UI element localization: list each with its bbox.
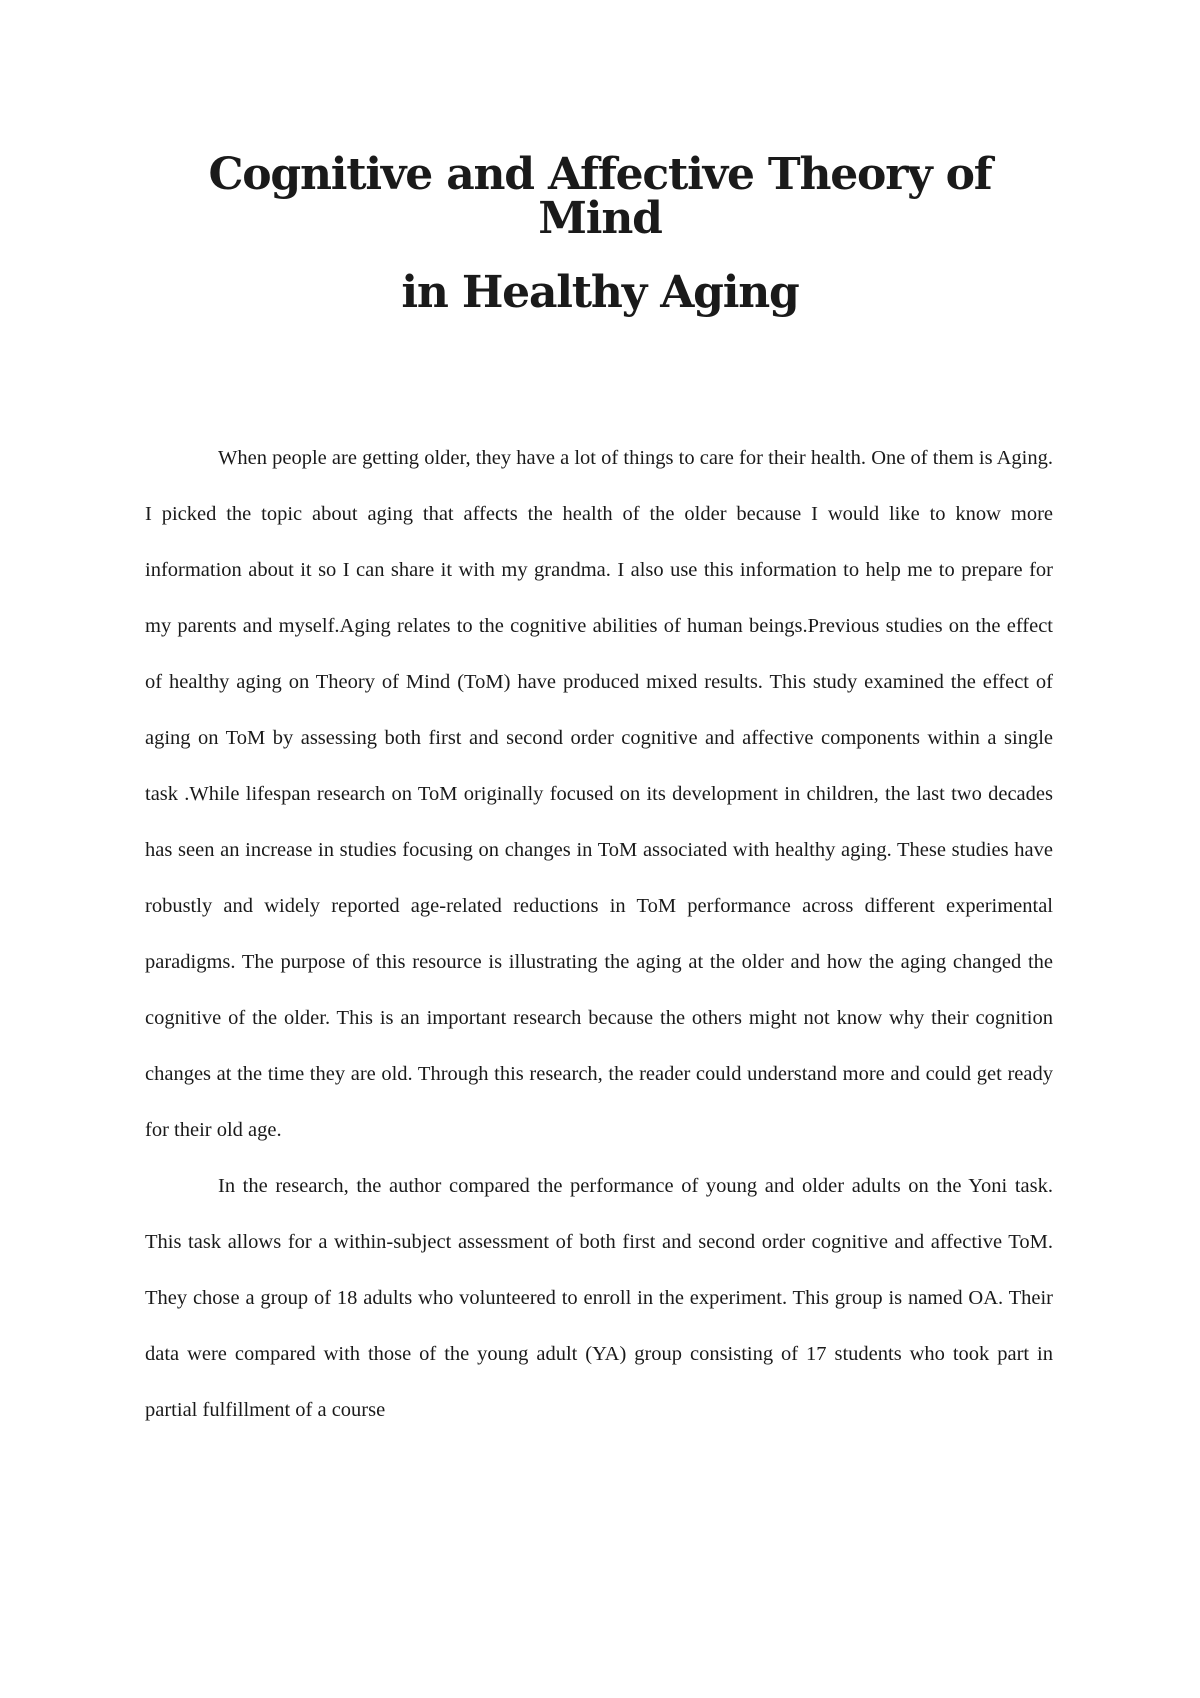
paragraph-1: When people are getting older, they have a lot of things to care for their health. One of them is Aging. I picked the topic about aging that affects the health of the older because I would like to know more information about it so I can share it with my grandma. I also use this information to help me to prepare for my parents and myself.Aging relates to the cognitive abilities of human beings.Previous studies on the effect of healthy aging on Theory of Mind (ToM) have produced mixed results. This study examined the effect of aging on ToM by assessing both first and second order cognitive and affective components within a single task .While lifespan research on ToM originally focused on its development in children, the last two decades has seen an increase in studies focusing on changes in ToM associated with healthy aging. These studies have robustly and widely reported age-related reductions in ToM performance across different experimental paradigms. The purpose of this resource is illustrating the aging at the older and how the aging changed the cognitive of the older. This is an important research because the others might not know why their cognition changes at the time they are old. Through this research, the reader could understand more and could get ready for their old age.: [145, 447, 1053, 1141]
document-body: [145, 430, 1053, 1438]
document-title-line-1: Cognitive and Affective Theory of Mind: [208, 149, 992, 244]
paragraph-2: In the research, the author compared the performance of young and older adults on the Yoni task. This task allows for a within-subject assessment of both first and second order cognitive and affective ToM. They chose a group of 18 adults who volunteered to enroll in the experiment. This group is named OA. Their data were compared with those of the young adult (YA) group consisting of 17 students who took part in partial fulfillment of a course: [145, 1175, 1053, 1421]
document-title-line-2: in Healthy Aging: [401, 267, 799, 318]
